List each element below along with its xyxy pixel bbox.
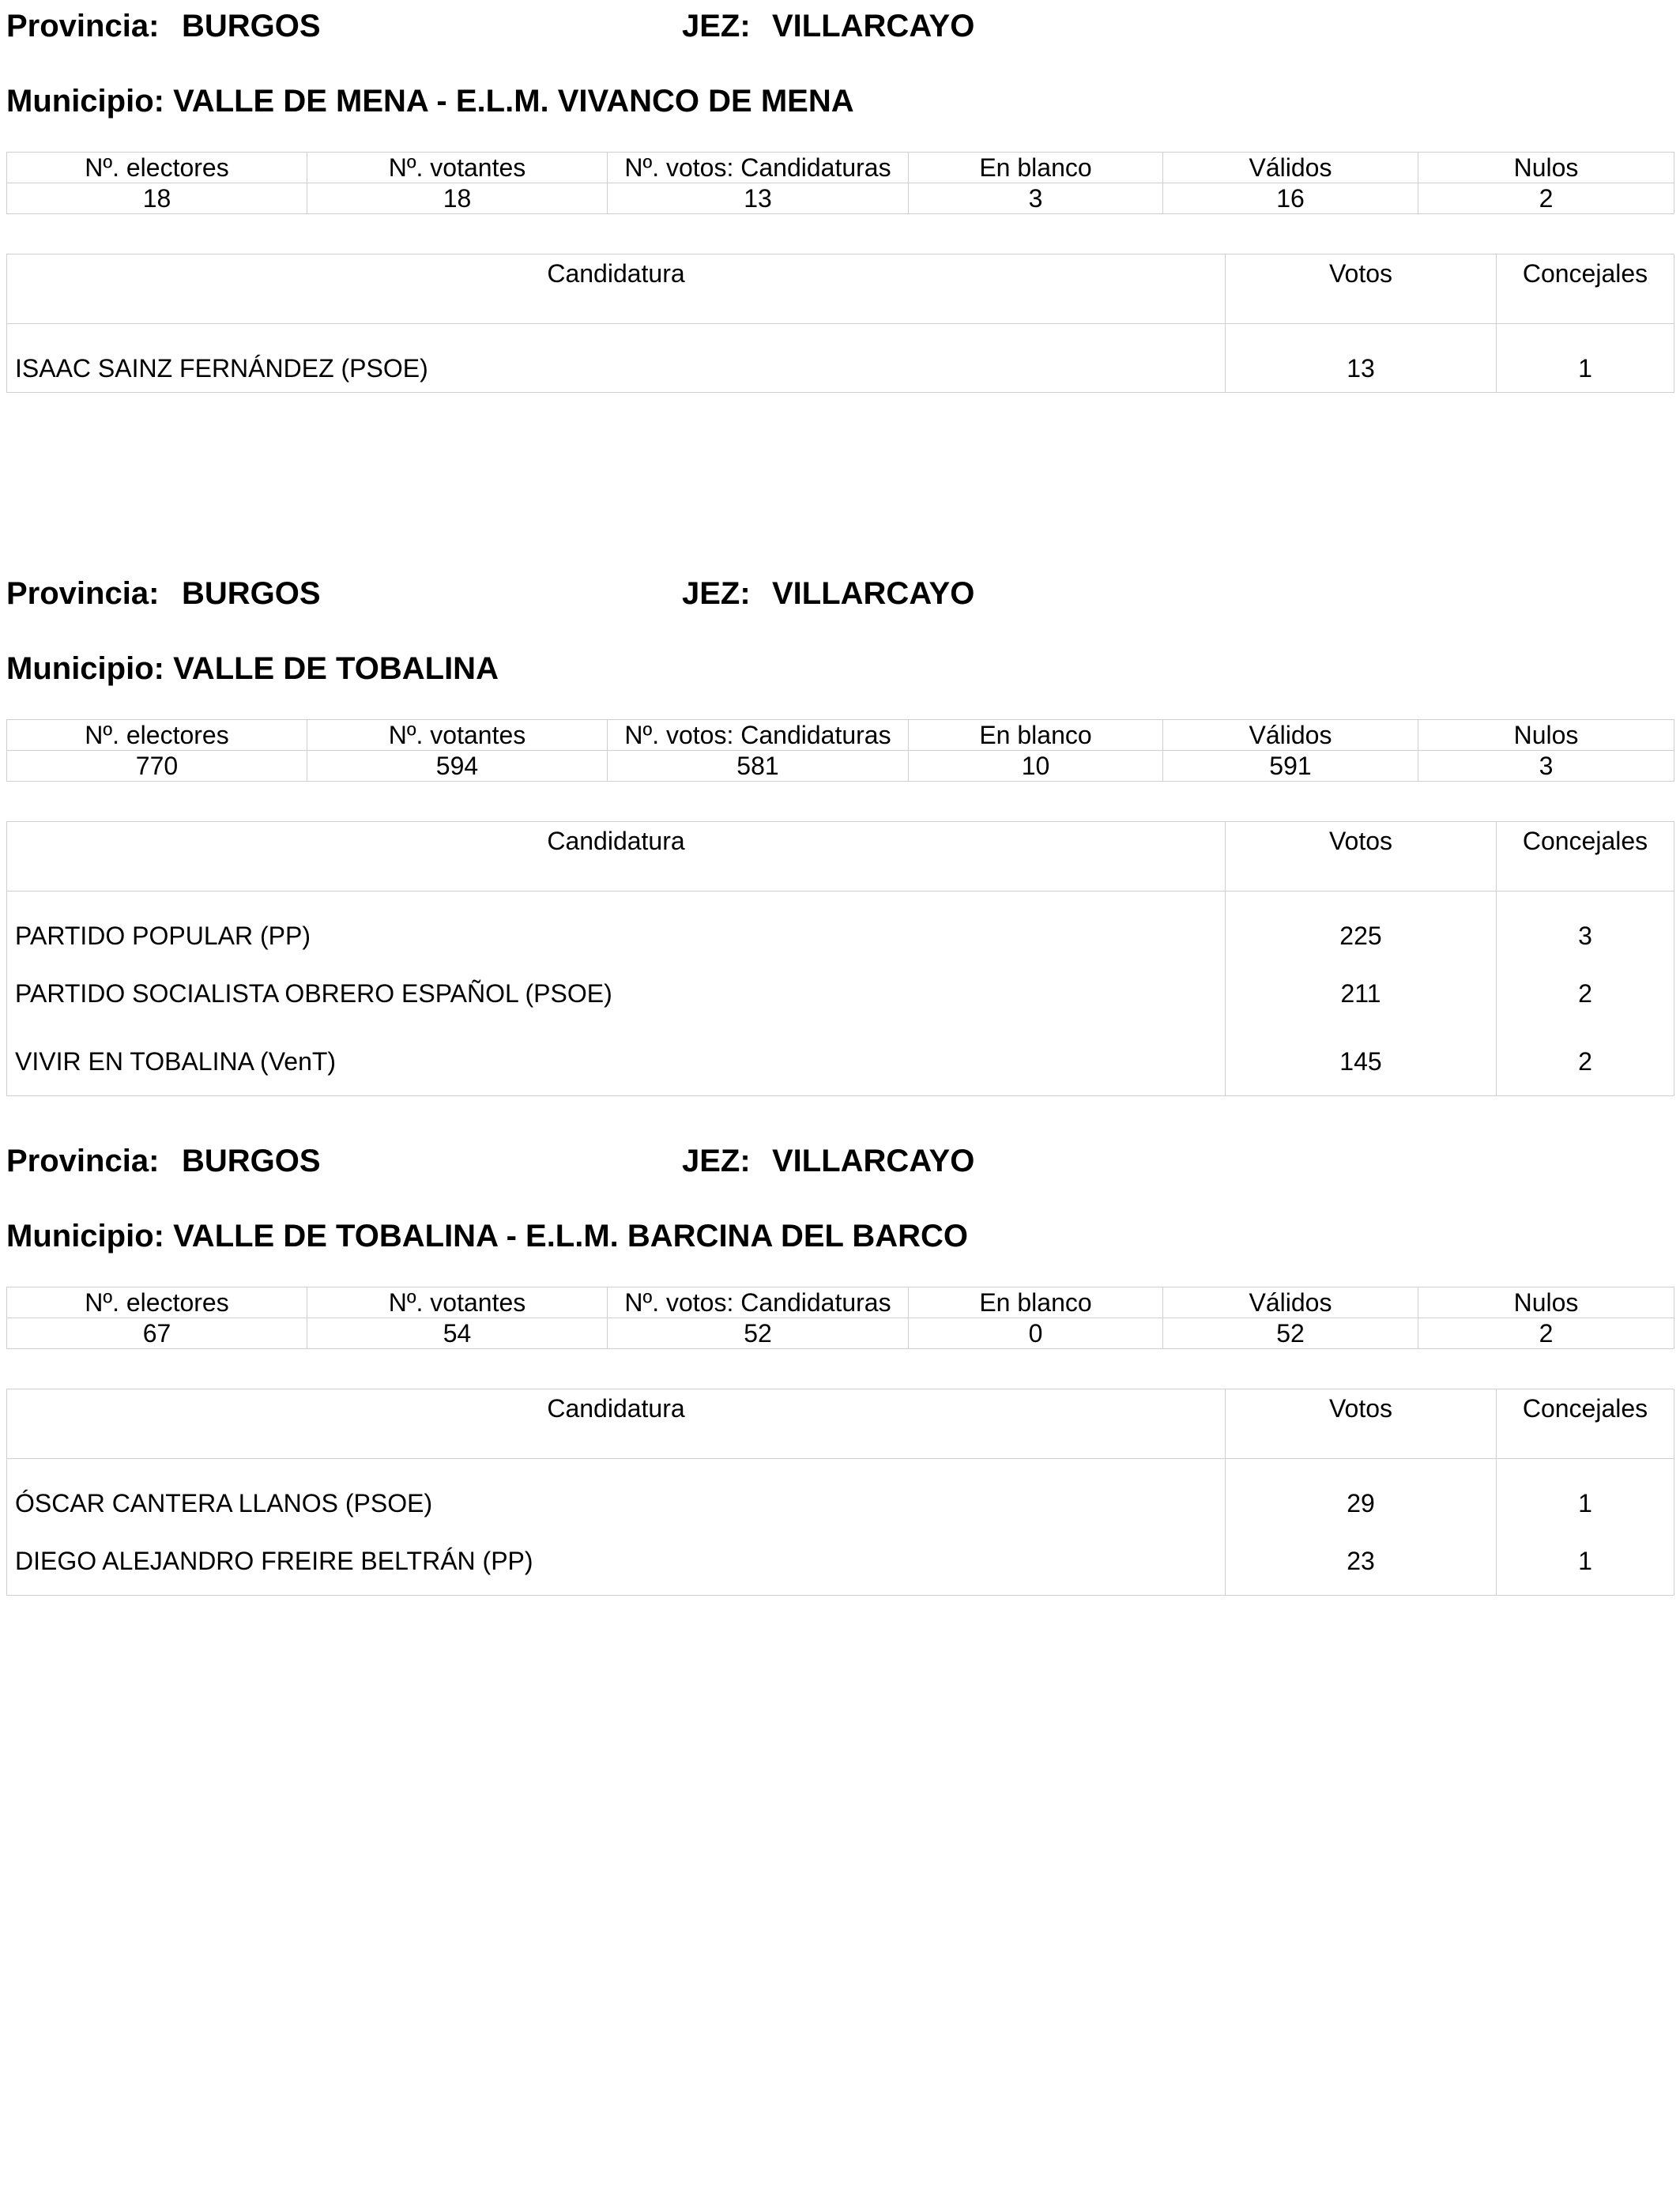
candidatura-name: DIEGO ALEJANDRO FREIRE BELTRÁN (PP) [7, 1527, 1226, 1596]
candidatura-name: PARTIDO POPULAR (PP) [7, 892, 1226, 960]
concejales-header: Concejales [1497, 822, 1674, 892]
candidaturas-table [6, 821, 1674, 1096]
stats-header-cell: En blanco [909, 720, 1163, 751]
stats-header-cell: Nº. votos: Candidaturas [608, 153, 909, 183]
stats-header-cell: Válidos [1163, 720, 1418, 751]
candidatura-name: ÓSCAR CANTERA LLANOS (PSOE) [7, 1459, 1226, 1528]
jez-value: VILLARCAYO [772, 1144, 975, 1178]
stats-value-row [7, 183, 1674, 214]
stats-value-cell: 594 [307, 751, 608, 782]
table-row [7, 959, 1674, 1027]
stats-value-row [7, 1318, 1674, 1349]
stats-table [6, 152, 1674, 214]
provincia-label: Provincia: [6, 576, 160, 611]
stats-value-cell: 54 [307, 1318, 608, 1349]
votos-value: 29 [1226, 1459, 1497, 1528]
jez-label: JEZ: [682, 9, 751, 43]
provincia-value: BURGOS [182, 9, 321, 43]
stats-value-cell: 3 [1418, 751, 1674, 782]
stats-table [6, 719, 1674, 782]
stats-value-cell: 10 [909, 751, 1163, 782]
table-row [7, 1027, 1674, 1096]
jez-value: VILLARCAYO [772, 9, 975, 43]
stats-header-cell: Nº. electores [7, 153, 307, 183]
stats-header-cell: En blanco [909, 153, 1163, 183]
municipio-heading [6, 649, 499, 688]
provincia-value: BURGOS [182, 1144, 321, 1178]
stats-header-cell: En blanco [909, 1287, 1163, 1318]
stats-header-cell: Nº. votos: Candidaturas [608, 1287, 909, 1318]
stats-header-row [7, 1287, 1674, 1318]
stats-value-cell: 18 [307, 183, 608, 214]
table-row [7, 892, 1674, 960]
stats-header-row [7, 153, 1674, 183]
concejales-value: 2 [1497, 1027, 1674, 1096]
stats-value-row [7, 751, 1674, 782]
table-row [7, 324, 1674, 393]
stats-value-cell: 13 [608, 183, 909, 214]
votos-value: 211 [1226, 959, 1497, 1027]
municipio-value: VALLE DE TOBALINA - E.L.M. BARCINA DEL BARCO [173, 1219, 969, 1253]
candidatura-name: PARTIDO SOCIALISTA OBRERO ESPAÑOL (PSOE) [7, 959, 1226, 1027]
concejales-value: 1 [1497, 1527, 1674, 1596]
stats-header-cell: Nº. votantes [307, 153, 608, 183]
stats-value-cell: 3 [909, 183, 1163, 214]
candidatura-header: Candidatura [7, 822, 1226, 892]
stats-value-cell: 16 [1163, 183, 1418, 214]
provincia-value: BURGOS [182, 576, 321, 611]
municipio-value: VALLE DE MENA - E.L.M. VIVANCO DE MENA [173, 84, 854, 119]
stats-header-cell: Nº. votantes [307, 720, 608, 751]
candidaturas-header-row [7, 1389, 1674, 1459]
votos-value: 13 [1226, 324, 1497, 393]
stats-header-cell: Nº. votos: Candidaturas [608, 720, 909, 751]
concejales-value: 1 [1497, 324, 1674, 393]
jez-value: VILLARCAYO [772, 576, 975, 611]
table-row [7, 1527, 1674, 1596]
candidatura-header: Candidatura [7, 1389, 1226, 1459]
stats-value-cell: 52 [608, 1318, 909, 1349]
votos-header: Votos [1226, 822, 1497, 892]
candidatura-name: VIVIR EN TOBALINA (VenT) [7, 1027, 1226, 1096]
candidaturas-table [6, 254, 1674, 393]
concejales-value: 2 [1497, 959, 1674, 1027]
votos-value: 23 [1226, 1527, 1497, 1596]
stats-header-cell: Nº. electores [7, 1287, 307, 1318]
candidaturas-header-row [7, 254, 1674, 324]
candidaturas-table [6, 1389, 1674, 1596]
stats-value-cell: 2 [1418, 183, 1674, 214]
stats-header-cell: Nulos [1418, 153, 1674, 183]
concejales-value: 3 [1497, 892, 1674, 960]
municipio-label: Municipio: [6, 1219, 164, 1253]
stats-value-cell: 581 [608, 751, 909, 782]
stats-value-cell: 0 [909, 1318, 1163, 1349]
candidatura-name: ISAAC SAINZ FERNÁNDEZ (PSOE) [7, 324, 1226, 393]
stats-value-cell: 591 [1163, 751, 1418, 782]
stats-value-cell: 52 [1163, 1318, 1418, 1349]
votos-value: 225 [1226, 892, 1497, 960]
concejales-value: 1 [1497, 1459, 1674, 1528]
municipio-heading [6, 1216, 968, 1256]
stats-header-cell: Nulos [1418, 1287, 1674, 1318]
stats-value-cell: 67 [7, 1318, 307, 1349]
stats-value-cell: 770 [7, 751, 307, 782]
jez-label: JEZ: [682, 576, 751, 611]
votos-header: Votos [1226, 254, 1497, 324]
stats-header-cell: Nulos [1418, 720, 1674, 751]
concejales-header: Concejales [1497, 1389, 1674, 1459]
provincia-label: Provincia: [6, 9, 160, 43]
candidaturas-header-row [7, 822, 1674, 892]
stats-header-row [7, 720, 1674, 751]
stats-header-cell: Nº. electores [7, 720, 307, 751]
stats-header-cell: Válidos [1163, 153, 1418, 183]
stats-value-cell: 18 [7, 183, 307, 214]
stats-header-cell: Válidos [1163, 1287, 1418, 1318]
stats-value-cell: 2 [1418, 1318, 1674, 1349]
votos-value: 145 [1226, 1027, 1497, 1096]
provincia-label: Provincia: [6, 1144, 160, 1178]
table-row [7, 1459, 1674, 1528]
candidatura-header: Candidatura [7, 254, 1226, 324]
municipio-value: VALLE DE TOBALINA [173, 651, 499, 686]
votos-header: Votos [1226, 1389, 1497, 1459]
municipio-label: Municipio: [6, 84, 164, 119]
stats-header-cell: Nº. votantes [307, 1287, 608, 1318]
stats-table [6, 1287, 1674, 1349]
municipio-label: Municipio: [6, 651, 164, 686]
jez-label: JEZ: [682, 1144, 751, 1178]
municipio-heading [6, 81, 854, 121]
concejales-header: Concejales [1497, 254, 1674, 324]
